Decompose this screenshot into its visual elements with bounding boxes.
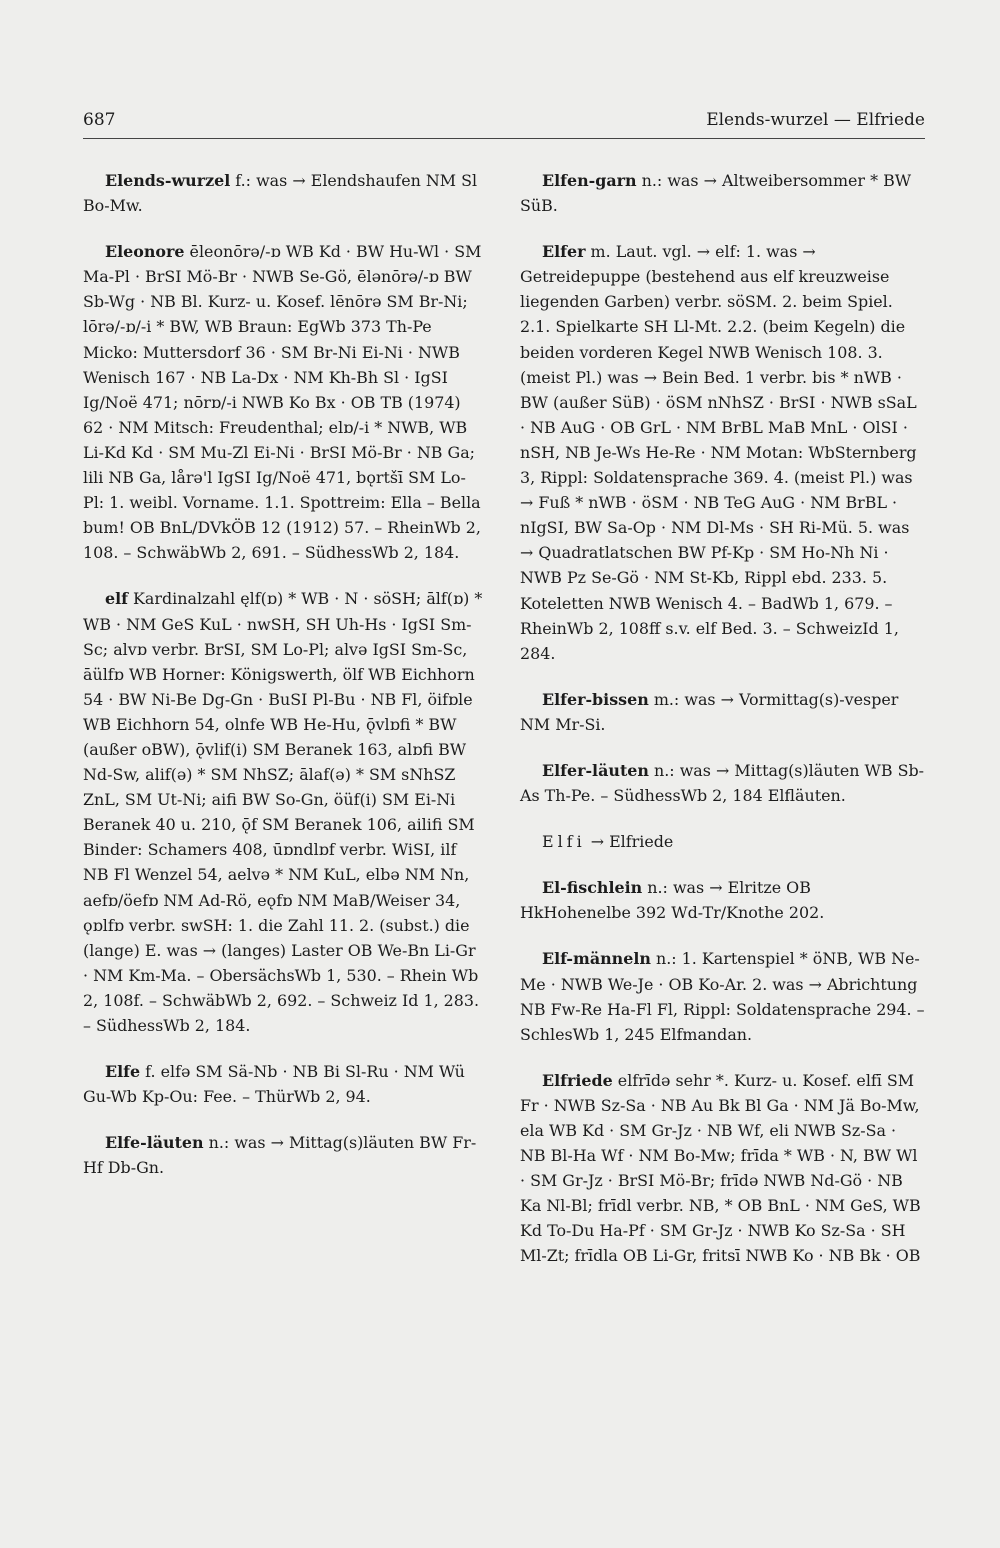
entry-text: m. Laut. vgl. → elf: 1. was → Getreidepuppe (bestehend aus elf kreuzweise liegenden Garben) verbr. söSM. 2. beim Spiel. 2.1. Spielkarte SH Ll-Mt. 2.2. (beim Kegeln) die beiden vorderen Kegel NWB Wenisch 108. 3. (meist Pl.) was → Bein Bed. 1 verbr. bis * nWB · BW (außer SüB) · öSM nNhSZ · BrSI · NWB sSaL · NB AuG · OB GrL · NM BrBL MaB MnL · OlSI · nSH, NB Je-Ws He-Re · NM Motan: WbSternberg 3, Rippl: Soldatensprache 369. 4. (meist Pl.) was → Fuß * nWB · öSM · NB TeG AuG · NM BrBL · nIgSI, BW Sa-Op · NM Dl-Ms · SH Ri-Mü. 5. was → Quadratlatschen BW Pf-Kp · SM Ho-Nh Ni · NWB Pz Se-Gö · NM St-Kb, Rippl ebd. 233. 5. Koteletten NWB Wenisch 4. – BadWb 1, 679. – RheinWb 2, 108ff s.v. elf Bed. 3. – SchweizId 1, 284. bbox=[520, 242, 917, 663]
entry-text: elfrīdə sehr *. Kurz- u. Kosef. elfī SM Fr · NWB Sz-Sa · NB Au Bk Bl Ga · NM Jä Bo-Mw, ela WB Kd · SM Gr-Jz · NB Wf, eli NWB Sz-Sa · NB Bl-Ha Wf · NM Bo-Mw; frīda * WB · N, BW Wl · SM Gr-Jz · BrSI Mö-Br; frīdə NWB Nd-Gö · NB Ka Nl-Bl; frīdl verbr. NB, * OB BnL · NM GeS, WB Kd To-Du Ha-Pf · SM Gr-Jz · NWB Ko Sz-Sa · SH Ml-Zt; frīdla OB Li-Gr, fritsī NWB Ko · NB Bk · OB bbox=[520, 1070, 921, 1266]
headword: El-fischlein bbox=[542, 878, 643, 898]
entry-text: n.: 1. Kartenspiel * öNB, WB Ne-Me · NWB We-Je · OB Ko-Ar. 2. was → Abrichtung NB Fw-Re Ha-Fl Fl, Rippl: Soldatensprache 294. – SchlesWb 1, 245 Elfmandan. bbox=[520, 949, 925, 1044]
headword: Elfe bbox=[105, 1062, 141, 1082]
right-column bbox=[520, 168, 925, 1290]
dictionary-entry bbox=[83, 586, 483, 1038]
headword: Elfen-garn bbox=[542, 171, 637, 190]
headword: Eleonore bbox=[105, 242, 185, 262]
headword-spaced: Elfi bbox=[542, 832, 586, 852]
dictionary-entry bbox=[83, 239, 483, 565]
entry-text: n.: was → Elritze OB HkHohenelbe 392 Wd-Tr/Knothe 202. bbox=[520, 878, 825, 923]
dictionary-entry bbox=[520, 687, 925, 737]
dictionary-entry bbox=[520, 1068, 925, 1269]
headword: Elfer-läuten bbox=[542, 760, 649, 780]
dictionary-entry bbox=[83, 1059, 483, 1109]
entry-text: ēleonōrə/-ɒ WB Kd · BW Hu-Wl · SM Ma-Pl · BrSI Mö-Br · NWB Se-Gö, ēlənōrə/-ɒ BW Sb-Wg · NB Bl. Kurz- u. Kosef. lēnōrə SM Br-Ni; lōrə/-ɒ/-i * BW, WB Braun: EgWb 373 Th-Pe Micko: Muttersdorf 36 · SM Br-Ni Ei-Ni · NWB Wenisch 167 · NB La-Dx · NM Kh-Bh Sl · IgSI Ig/Noë 471; nōrɒ/-i NWB Ko Bx · OB TB (1974) 62 · NM Mitsch: Freudenthal; elɒ/-i * NWB, WB Li-Kd Kd · SM Mu-Zl Ei-Ni · BrSI Mö-Br · NB Ga; lili NB Ga, lårə'l IgSI Ig/Noë 471, bǫrtšī SM Lo-Pl: 1. weibl. Vorname. 1.1. Spottreim: Ella – Bella bum! OB BnL/DVkÖB 12 (1912) 57. – RheinWb 2, 108. – SchwäbWb 2, 691. – SüdhessWb 2, 184. bbox=[83, 242, 482, 563]
headword: Elfe-läuten bbox=[105, 1133, 204, 1153]
entry-text: → Elfriede bbox=[585, 832, 674, 852]
headword: Elf-männeln bbox=[542, 949, 651, 969]
dictionary-entry bbox=[520, 168, 925, 218]
headword: Elfriede bbox=[542, 1070, 613, 1090]
headword: Elfer-bissen bbox=[542, 689, 649, 709]
entry-text: f. elfə SM Sä-Nb · NB Bi Sl-Ru · NM Wü Gu-Wb Kp-Ou: Fee. – ThürWb 2, 94. bbox=[83, 1062, 465, 1107]
entry-text: Kardinalzahl ęlf(ɒ) * WB · N · söSH; ālf(ɒ) * WB · NM GeS KuL · nwSH, SH Uh-Hs · IgSI Sm-Sc; alvɒ verbr. BrSI, SM Lo-Pl; alvə IgSI Sm-Sc, āülfɒ WB Horner: Königswerth, ölf WB Eichhorn 54 · BW Ni-Be Dg-Gn · BuSI Pl-Bu · NB Fl, öifɒle WB Eichhorn 54, olnfe WB He-Hu, ǭvlɒfi * BW (außer oBW), ǭvlif(i) SM Beranek 163, alɒfi BW Nd-Sw, alif(ə) * SM NhSZ; ālaf(ə) * SM sNhSZ ZnL, SM Ut-Ni; aifi BW So-Gn, öüf(i) SM Ei-Ni Beranek 40 u. 210, ǭf SM Beranek 106, ailifi SM Binder: Schamers 408, ūɒndlɒf verbr. WiSI, ilf NB Fl Wenzel 54, aelvə * NM KuL, elbə NM Nn, aefɒ/öefɒ NM Ad-Rö, eǫfɒ NM MaB/Weiser 34, ǫɒlfɒ verbr. swSH: 1. die Zahl 11. 2. (subst.) die (lange) E. was → (langes) Laster OB We-Bn Li-Gr · NM Km-Ma. – ObersächsWb 1, 530. – Rhein Wb 2, 108f. – SchwäbWb 2, 692. – Schweiz Id 1, 283. – SüdhessWb 2, 184. bbox=[83, 589, 483, 1035]
left-column bbox=[83, 168, 483, 1201]
entry-text: n.: was → Mittag(s)läuten BW Fr-Hf Db-Gn. bbox=[83, 1133, 477, 1178]
entry-text: n.: was → Altweibersommer * BW SüB. bbox=[520, 171, 912, 216]
dictionary-entry bbox=[83, 168, 483, 218]
headword: Elfer bbox=[542, 242, 586, 262]
dictionary-entry bbox=[520, 239, 925, 666]
dictionary-entry bbox=[520, 875, 925, 925]
running-head: Elends-wurzel — Elfriede bbox=[706, 110, 925, 130]
dictionary-entry bbox=[83, 1130, 483, 1180]
dictionary-entry bbox=[520, 829, 925, 854]
headword: elf bbox=[105, 589, 128, 609]
headword: Elends-wurzel bbox=[105, 171, 231, 190]
dictionary-entry bbox=[520, 758, 925, 808]
dictionary-entry bbox=[520, 946, 925, 1046]
entry-text: f.: was → Elendshaufen NM Sl Bo-Mw. bbox=[83, 171, 478, 216]
page-number: 687 bbox=[83, 110, 116, 130]
running-header bbox=[83, 108, 925, 139]
entry-text: m.: was → Vormittag(s)-vesper NM Mr-Si. bbox=[520, 689, 899, 734]
entry-text: n.: was → Mittag(s)läuten WB Sb-As Th-Pe. – SüdhessWb 2, 184 Elfläuten. bbox=[520, 760, 925, 806]
